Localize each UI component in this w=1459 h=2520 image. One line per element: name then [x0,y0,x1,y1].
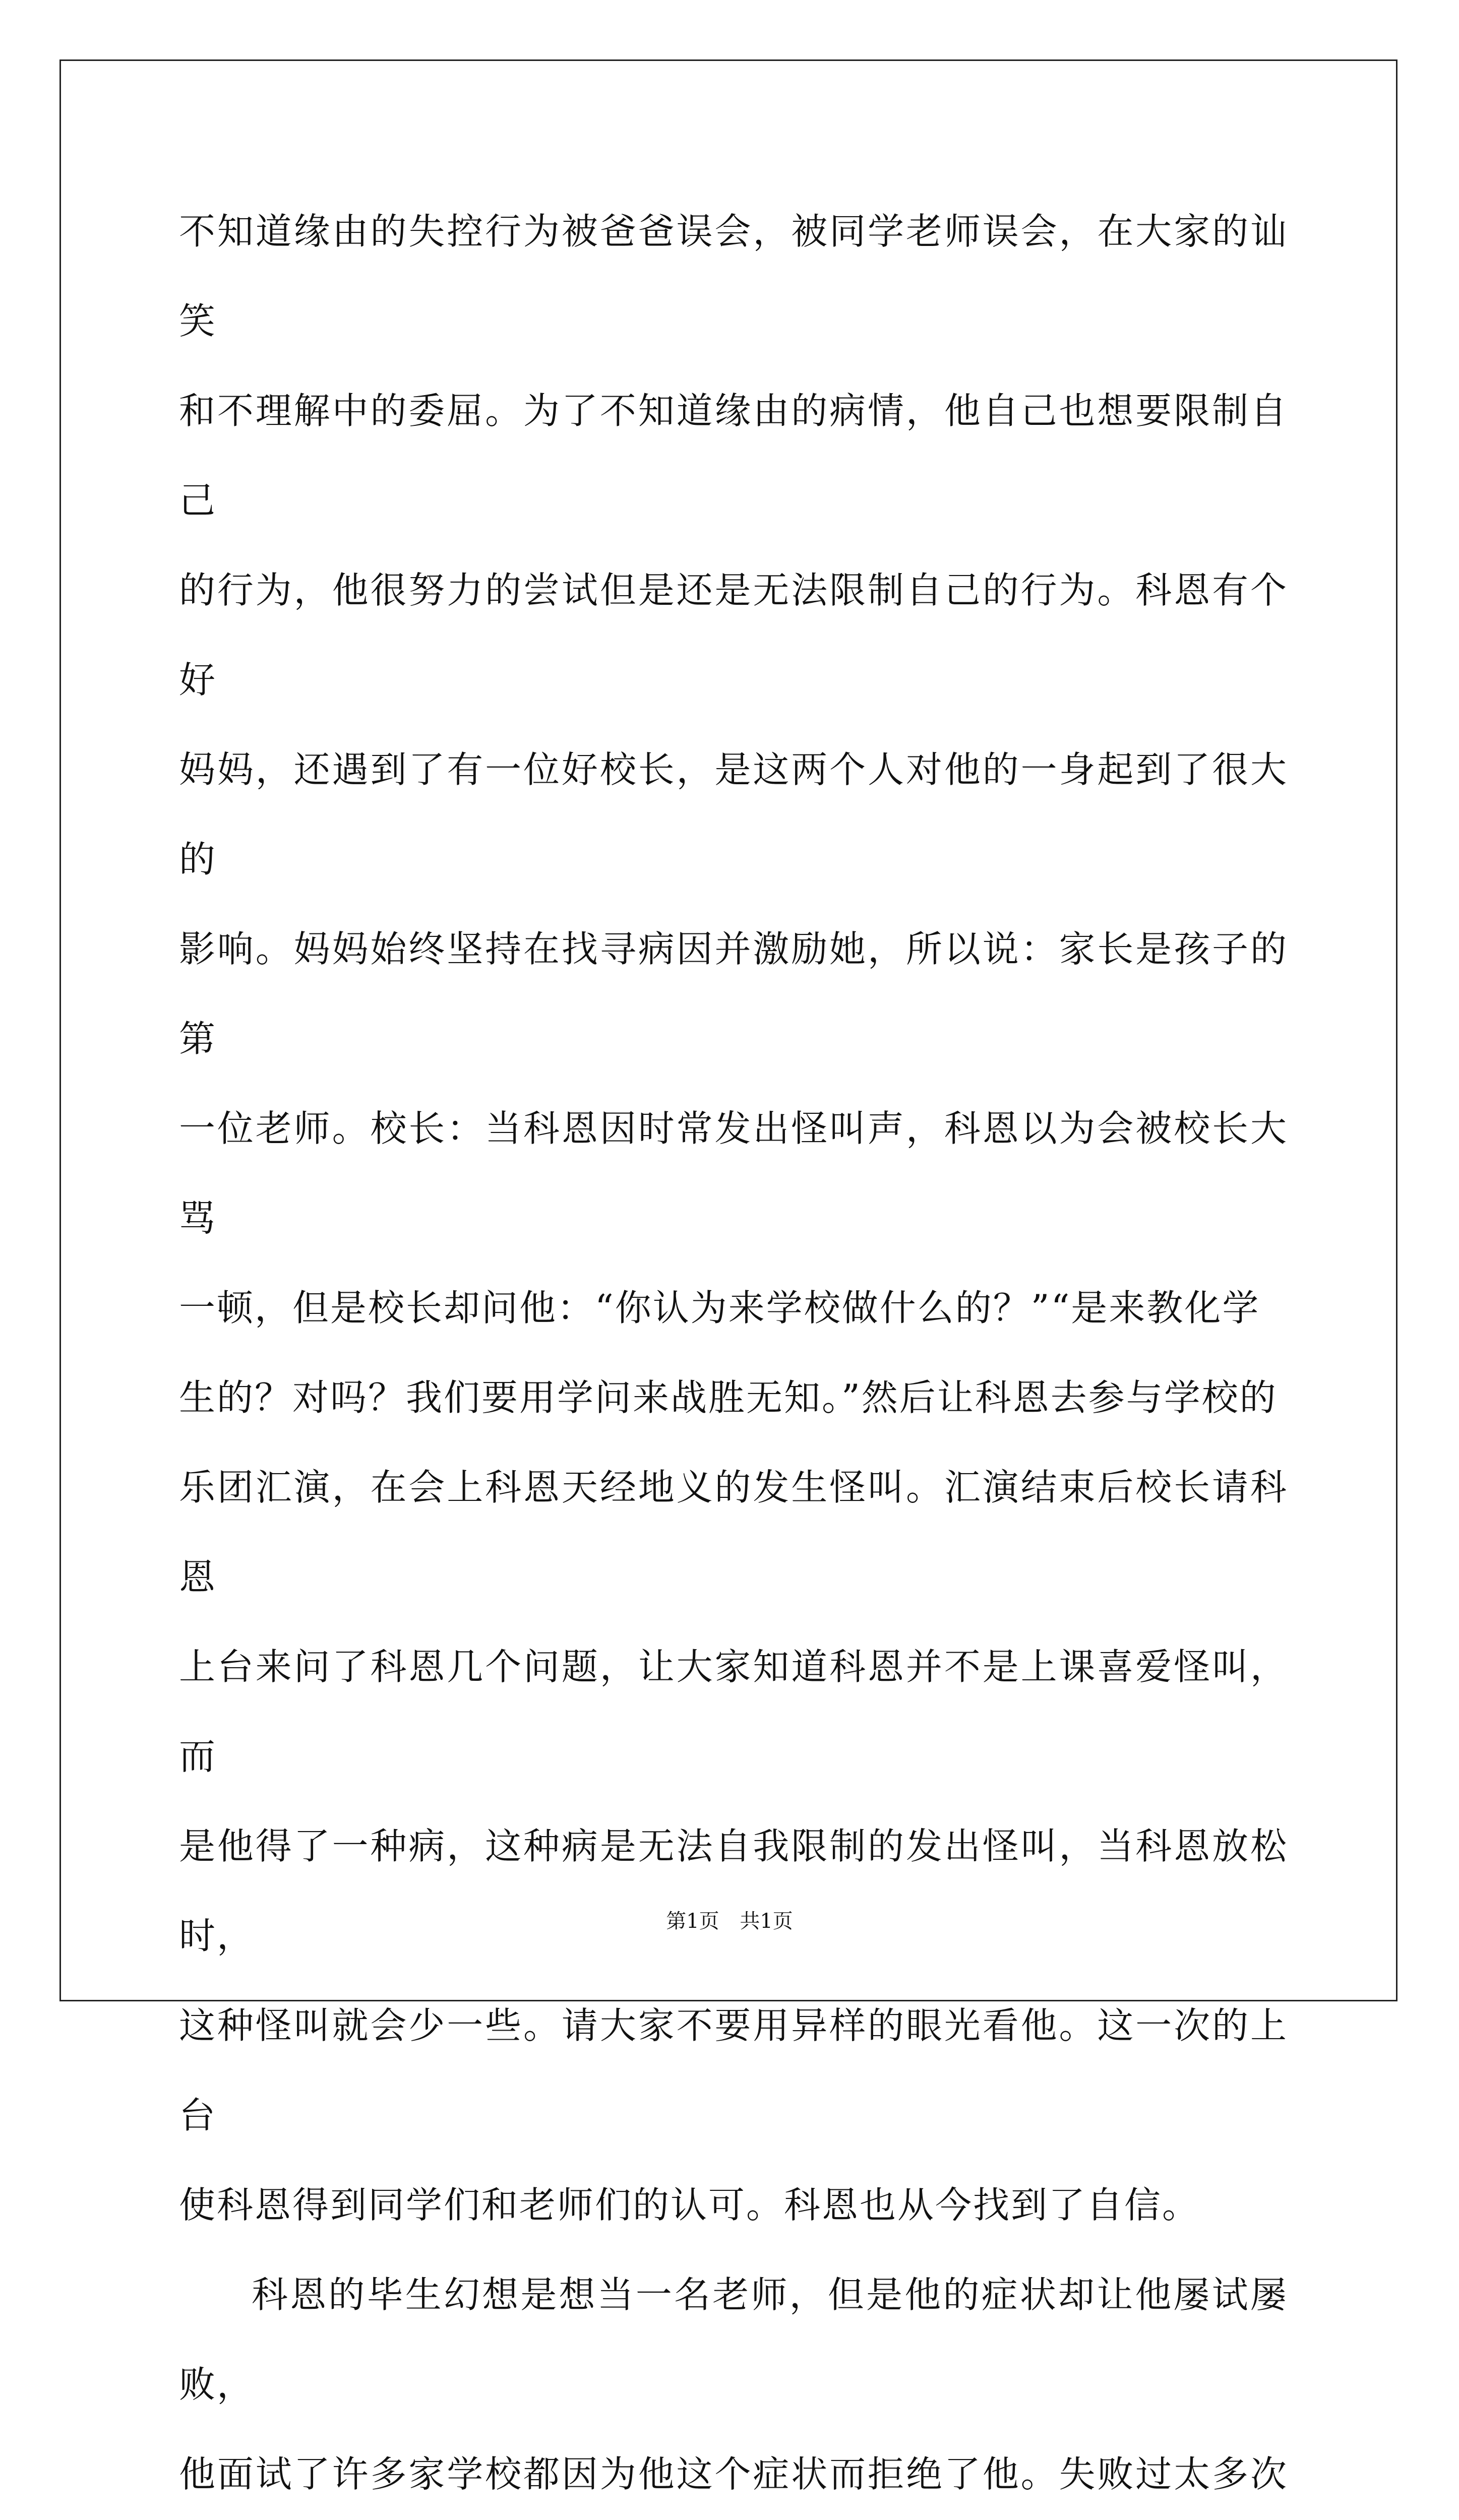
paragraph-2: 科恩的毕生幻想是想当一名老师，但是他的症状却让他屡试屡败， 他面试了许多家学校都因为他这个症状而拒绝了他。失败过太多次 [179,2274,1288,2495]
page-number-total: 共1页 [740,1910,793,1933]
paragraph-1: 不知道缘由的失控行为被爸爸误会，被同学老师误会，在大家的讪笑 和不理解中的委屈。为了不知道缘由的病情，他自己也想要限制自己 的行为，他很努力的尝试但是还是无法限制自己的行为。科恩有个好 妈妈，还遇到了有一位好校长，是这两个人对他的一身起到了很大的 影响。妈妈始终坚持在找寻病因并激励她，所以说：家长是孩子的第 一位老师。校长：当科恩因时常发出怪叫声，科恩以为会被校长大骂 一顿，但是校长却问他：“你认为来学校做什么的？”“是来教化学 生的？对吗？我们要用学问来战胜无知。”然后让科恩去参与学校的 乐团汇演，在会上科恩天经地义的发生怪叫。汇演结束后校长请科恩 上台来问了科恩几个问题，让大家知道科恩并不是上课喜爱怪叫，而 是他得了一种病，这种病是无法自我限制的发出怪叫，当科恩放松时， 这种怪叫就会少一些。请大家不要用异样的眼光看他。这一次的上台 使科恩得到同学们和老师们的认可。科恩也从今找到了自信。 [179,210,1288,2226]
document-body [179,186,1288,2520]
page-footer [0,1905,1459,1934]
page-number-current: 第1页 [666,1910,719,1933]
